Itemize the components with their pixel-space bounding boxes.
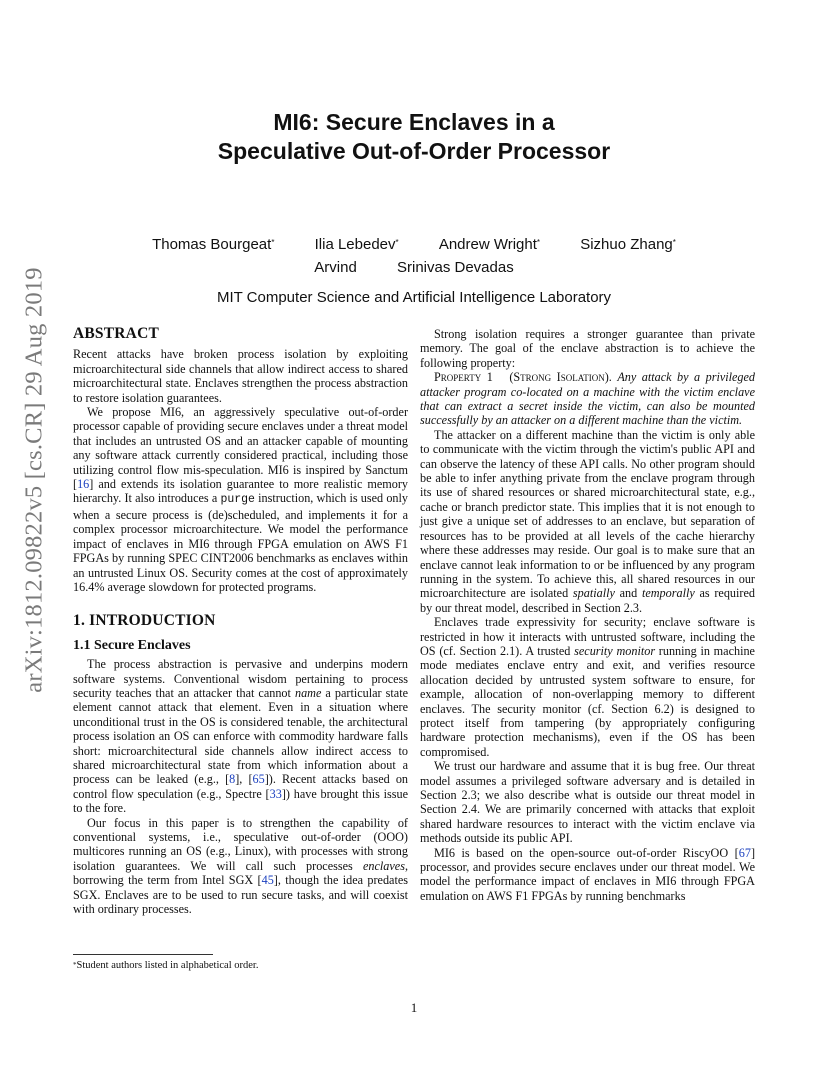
citation-link[interactable]: 33 [269,786,282,801]
paper-title [0,108,828,166]
author: Andrew Wright* [438,236,541,253]
citation-link[interactable]: 16 [77,477,90,492]
code-purge: purge [220,493,255,507]
intro-paragraph: Our focus in this paper is to strengthen the capability of conventional systems, i.e., speculative out-of-order (OOO) multicores running an OS (e.g., Linux), with processes with strong isolation guarantees. We will call such processes enclaves, borrowing the term from Intel SGX [45], though the idea predates SGX. Enclaves are to be used to run secure tasks, and will coexist with ordinary processes. [73,815,408,917]
left-column [73,327,408,916]
page-number: 1 [410,1000,418,1015]
author-row-1 [0,236,828,253]
author-row-2 [0,259,828,276]
body-paragraph: The attacker on a different machine than the victim is only able to communicate with the victim through the victim's public API and can observe the latency of these API calls. No other program should be able to infer anything private from the enclave program through its use of shared resources or shared microarchitectural state, e.g., cache or branch predictor state. This implies that it is not enough to just give a unique set of addresses to an enclave, but separation of resources has to be provided at all levels of the cache hierarchy where these addresses may reside. Our goal is to make sure that an enclave cannot leak information to or be influenced by any program running in the system. To achieve this, all shared resources in our microarchitecture are isolated spatially and temporally as required by our threat model, described in Section 2.3. [420,427,755,615]
citation-link[interactable]: 65 [252,772,265,787]
introduction-heading: 1. INTRODUCTION [73,612,216,630]
arxiv-sidebar [15,267,55,693]
author: Arvind [314,259,357,276]
right-column [420,327,755,903]
citation-link[interactable]: 67 [738,845,751,860]
author: Sizhuo Zhang* [580,236,676,253]
property-name: (Strong Isolation). [509,370,612,385]
author: Thomas Bourgeat* [152,236,275,253]
footnote-rule [73,954,213,955]
title-line-1: MI6: Secure Enclaves in a [273,109,555,135]
property-text: Any attack by a privileged attacker program co-located on a machine with the victim enclave that can extract a secret inside the victim, can also be mounted successfully by an attacker on a different machine than the victim. [420,370,756,428]
body-paragraph: We trust our hardware and assume that it is bug free. Our threat model assumes a privileged software adversary and is detailed in Section 2.3; we also describe what is outside our threat model in Section 2.4. We are primarily concerned with attacks that exploit shared hardware resources to interact with the victim enclave via methods outside its public API. [420,759,755,846]
subsection-heading: 1.1 Secure Enclaves [73,637,191,653]
intro-paragraph: The process abstraction is pervasive and underpins modern software systems. Conventional wisdom pertaining to process security teaches that an attacker that cannot name a particular state element cannot attack that element. Even in a situation where unconditional trust in the OS is considered tenable, the architectural process isolation an OS can enforce with commodity hardware falls short: microarchitectural side channels allow indirect access to shared microarchitectural state from which information about a process can be leaked (e.g., [8], [65]). Recent attacks based on control flow speculation (e.g., Spectre [33]) have brought this issue to the fore. [73,657,409,816]
citation-link[interactable]: 8 [229,772,236,787]
body-paragraph: MI6 is based on the open-source out-of-order RiscyOO [67] processor, and provides secure enclaves under our threat model. We model the performance impact of enclaves in MI6 through FPGA emulation on AWS F1 FPGAs by running benchmarks [420,845,755,903]
author: Srinivas Devadas [396,259,514,276]
property-statement [420,370,755,428]
title-line-2: Speculative Out-of-Order Processor [217,138,611,164]
abstract-paragraph: Recent attacks have broken process isolation by exploiting microarchitectural side channels that allow indirect access to shared microarchitectural state. Enclaves strengthen the process abstraction to restore isolation guarantees. [73,347,408,405]
body-paragraph: Strong isolation requires a stronger guarantee than private memory. The goal of the enclave abstraction is to achieve the following property: [420,327,755,370]
arxiv-identifier: arXiv:1812.09822v5 [cs.CR] 29 Aug 2019 [21,267,49,693]
abstract-paragraph: We propose MI6, an aggressively speculative out-of-order processor capable of providing secure enclaves under a threat model that includes an untrusted OS and an attacker capable of mounting any software attack currently considered practical, including those utilizing control flow mis-speculation. MI6 is inspired by Sanctum [16] and extends its isolation guarantee to more realistic memory hierarchy. It also introduces a purge instruction, which is used only when a secure process is (de)scheduled, and implements it for a complex processor microarchitecture. We model the performance impact of enclaves in MI6 through FPGA emulation on AWS F1 FPGAs by running SPEC CINT2006 benchmarks as enclaves within an untrusted Linux OS. Security comes at the cost of approximately 16.4% average slowdown for protected programs. [73,405,408,594]
citation-link[interactable]: 45 [261,873,274,888]
abstract-heading: ABSTRACT [73,325,160,342]
affiliation: MIT Computer Science and Artificial Intelligence Laboratory [216,289,612,306]
property-label: Property 1 [434,370,493,385]
footnote: *Student authors listed in alphabetical order. [73,960,259,971]
body-paragraph: Enclaves trade expressivity for security; enclave software is restricted in how it interacts with untrusted software, including the OS (cf. Section 2.1). A trusted security monitor running in machine mode mediates enclave entry and exit, and verifies resource allocation decided by untrusted system software to ensure, for example, allocation of non-overlapping memory to different enclaves. The security monitor (cf. Section 6.2) is designed to protect itself from tampering (by appropriately configuring hardware protection mechanisms), even if the OS has been compromised. [420,615,755,759]
author: Ilia Lebedev* [314,236,399,253]
